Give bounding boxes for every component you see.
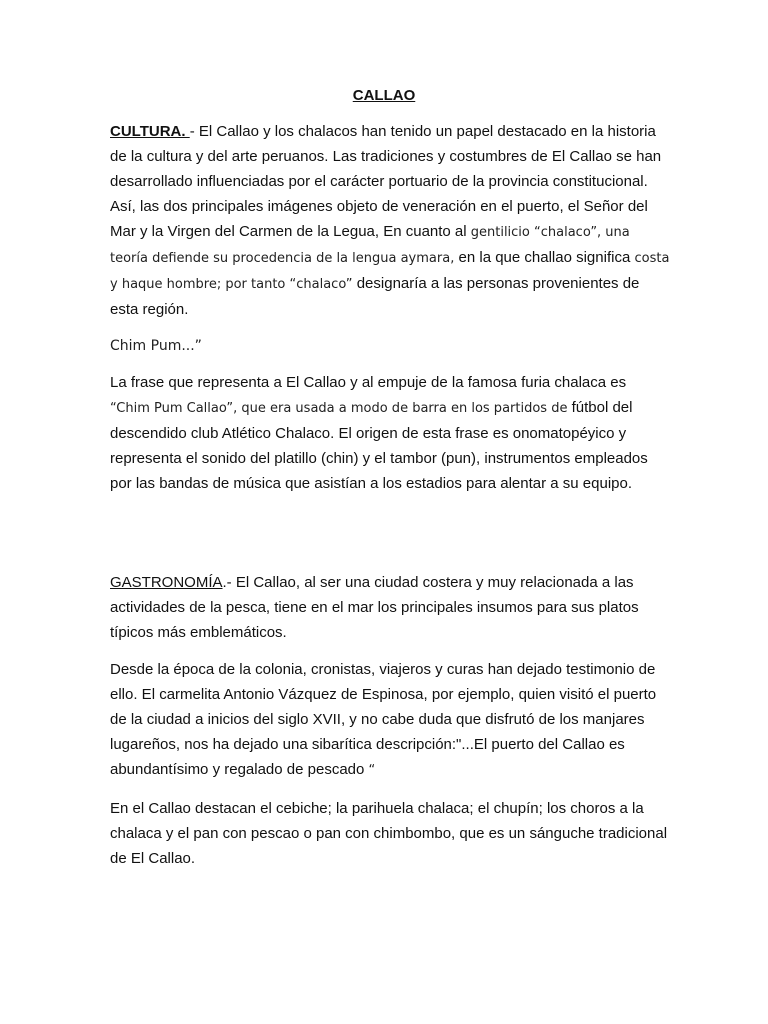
platos-paragraph: En el Callao destacan el cebiche; la parihuela chalaca; el chupín; los choros a la chalaca y el pan con pescao o pan con chimbombo, que es un sánguche tradicional de El Callao. [110,800,668,867]
cultura-heading: CULTURA. [110,123,190,140]
chim-text-1: La frase que representa a El Callao y al empuje de la famosa furia chalaca es [110,374,627,391]
colonia-text: Desde la época de la colonia, cronistas, viajeros y curas han dejado testimonio de ello. El carmelita Antonio Vázquez de Espinosa, por ejemplo, quien visitó el puerto de la ciudad a inicios del siglo XVII, y no cabe duda que disfrutó de los manjares lugareños, nos ha dejado una sibarítica descripción:"...El puerto del Callao es abundantísimo y regalado de pescado [110,661,657,778]
chim-alt-text: “Chim Pum Callao”, que era usada a modo de barra en los partidos de [110,401,572,416]
colonia-paragraph [110,657,670,783]
cultura-paragraph [110,119,670,322]
cultura-text-2: en la que challao significa [454,249,635,266]
chim-pum-paragraph [110,370,670,496]
document-title: CALLAO [352,87,416,104]
cultura-alt-text-2: costa y haque hombre; por tanto “chalaco” [110,251,670,292]
gastronomia-heading: GASTRONOMÍA [110,574,223,591]
cultura-text-3: designaría a las personas provenientes de esta región. [110,275,640,318]
gastronomia-paragraph [110,570,670,645]
chim-pum-line: Chim Pum...” [110,338,202,354]
colonia-alt-quote: “ [368,763,376,778]
gastronomia-text-1: .- El Callao, al ser una ciudad costera y muy relacionada a las actividades de la pesca, tiene en el mar los principales insumos para sus platos típicos más emblemáticos. [110,574,639,641]
cultura-text-1: - El Callao y los chalacos han tenido un papel destacado en la historia de la cultura y del arte peruanos. Las tradiciones y costumbres de El Callao se han desarrollado influenciadas por el carácter portuario de la provincia constitucional. Así, las dos principales imágenes objeto de veneración en el puerto, el Señor del Mar y la Virgen del Carmen de la Legua, En cuanto al [110,123,662,240]
cultura-alt-text-1: gentilicio “chalaco”, una teoría defiende su procedencia de la lengua aymara, [110,225,630,266]
chim-text-2: fútbol del descendido club Atlético Chalaco. El origen de esta frase es onomatopéyico y representa el sonido del platillo (chin) y el tambor (pun), instrumentos empleados por las bandas de música que asistían a los estadios para alentar a su equipo. [110,399,648,492]
